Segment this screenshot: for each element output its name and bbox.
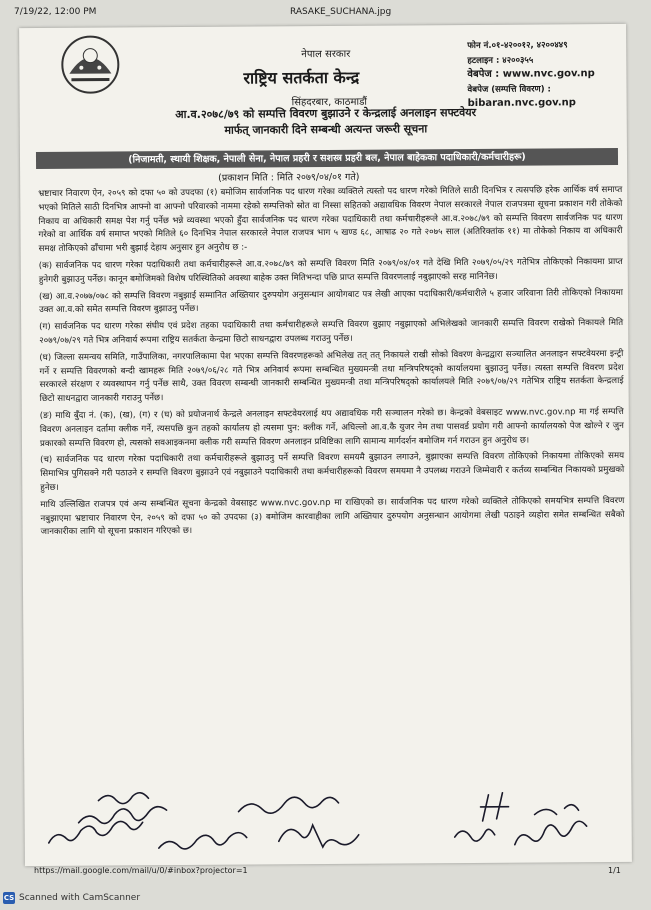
website: वेबपेज : www.nvc.gov.np — [467, 68, 595, 81]
closing-paragraph: माथि उल्लिखित राजपत्र एवं अन्य सम्बन्धित सूचना केन्द्रको वेबसाइट www.nvc.gov.np मा राखिएको छ। सार्वजनिक पद धारण गरेको व्यक्तिले तोकिएको समयभित्र सम्पत्ति विवरण नबुझाएमा भ्रष्टाचार निवारण ऐन, २०५९ को दफा ५० को उपदफा (३) बमोजिम कारवाहीका लागि अख्तियार दुरुपयोग अनुसन्धान आयोगमा लेखी पठाइने व्यहोरा समेत सम्बन्धित सबैको जानकारीका लागि यो सूचना प्रकाशन गरिएको छ। — [40, 495, 625, 538]
hotline: हटलाइन : ४२००३५५ — [467, 55, 534, 66]
applicability-banner: (निजामती, स्थायी शिक्षक, नेपाली सेना, नेपाल प्रहरी र सशस्त्र प्रहरी बल, नेपाल बाहेकका पदाधिकारी/कर्मचारीहरू) — [36, 148, 618, 169]
scanner-watermark-text: Scanned with CamScanner — [19, 893, 141, 903]
notice-title-line1: आ.व.२०७८/७९ को सम्पत्ति विवरण बुझाउने र केन्द्रलाई अनलाइन सफ्टवेयर — [175, 105, 477, 122]
item-ga: (ग) सार्वजनिक पद धारण गरेका संघीय एवं प्रदेश तहका पदाधिकारी तथा कर्मचारीहरूले सम्पत्ति विवरण बुझाए नबुझाएको अभिलेखको जानकारी सम्पत्ति विवरण राखेको निकायले मिति २०७९/०७/२९ गते भित्र अनिवार्य रूपमा राष्ट्रिय सतर्कता केन्द्रमा छिटो साधनद्वारा उपलब्ध गराउनु पर्नेछ। — [39, 318, 624, 346]
print-datetime: 7/19/22, 12:00 PM — [14, 7, 97, 17]
page-counter: 1/1 — [608, 866, 621, 875]
notice-document — [19, 24, 632, 866]
item-gha: (घ) जिल्ला समन्वय समिति, गाउँपालिका, नगरपालिकामा पेश भएका सम्पत्ति विवरणहरूको अभिलेख तत् तत् निकायले राखी सोको विवरण केन्द्रद्वारा सञ्चालित अनलाइन सफ्टवेयरमा इन्ट्री गर्ने र सम्पत्ति विवरणको बन्दी खामहरू मिति २०७९/०६/२८ गते भित्र अनिवार्य रूपमा सम्बन्धित मुख्यमन्त्री तथा मन्त्रिपरिषद्को कार्यालयमा बुझाउनु पर्नेछ। त्यस्ता सम्पत्ति विवरण प्रदेश सरकारले संरक्षण र व्यवस्थापन गर्नु पर्नेछ साथै, उक्त विवरण सम्बन्धी जानकारी सम्बन्धित मुख्यमन्त्री तथा मन्त्रिपरिषद्को कार्यालयले मिति २०७९/०७/२९ गतेभित्र राष्ट्रिय सतर्कता केन्द्रलाई छिटो साधनद्वारा जानकारी गराउनु पर्नेछ। — [39, 348, 624, 405]
camscanner-logo-icon: CS — [3, 894, 15, 902]
print-file-title: RASAKE_SUCHANA.jpg — [290, 7, 392, 17]
organization-name: राष्ट्रिय सतर्कता केन्द्र — [243, 67, 360, 88]
organization-address: सिंहदरबार, काठमाडौं — [291, 96, 368, 109]
contact-block — [467, 38, 595, 111]
publish-date: (प्रकाशन मिति : मिति २०७९/०४/०१ गते) — [218, 171, 360, 184]
notice-title — [116, 105, 536, 140]
item-ka: (क) सार्वजनिक पद धारण गरेका पदाधिकारी तथा कर्मचारीहरूले आ.व.२०७८/७९ को सम्पत्ति विवरण मिति २०७९/०४/०१ गते देखि मिति २०७९/०५/२९ गतेभित्र तोकिएको निकायमा प्राप्त हुनेगरी बुझाउनु पर्नेछ। कानून बमोजिमको विशेष परिस्थितिको अवस्था बाहेक उक्त मितिभन्दा पछि प्राप्त सम्पत्ति विवरणलाई नबुझाएको सरह मानिनेछ। — [38, 256, 623, 285]
handwritten-notes — [38, 780, 399, 861]
scanner-watermark — [3, 892, 140, 904]
asset-portal-label: वेबपेज (सम्पत्ति विवरण) : — [467, 83, 551, 95]
intro-paragraph: भ्रष्टाचार निवारण ऐन, २०५९ को दफा ५० को उपदफा (१) बमोजिम सार्वजनिक पद धारण गरेका व्यक्तिले त्यस्तो पद धारण गरेको मितिले साठी दिनभित्र र त्यसपछि हरेक आर्थिक वर्ष समाप्त भएको मितिले साठी दिनभित्र आफ्नो वा आफ्नो परिवारको नाममा रहेको सम्पत्तिको स्रोत वा निस्सा सहितको अद्यावधिक विवरण नेपाल सरकारले नेपाल राजपत्रमा सूचना प्रकाशन गरी तोकेको निकाय वा अधिकारी समक्ष पेश गर्नु पर्नेछ भन्ने व्यवस्था भएको हुँदा सार्वजनिक पद धारण गरेका पदाधिकारी तथा कर्मचारीहरूले आ.व.२०७८/७९ को सम्पत्ति विवरण सार्वजनिक पद धारण गरेको वा आर्थिक वर्ष समाप्त भएको मितिले ६० दिनभित्र नेपाल सरकारले नेपाल राजपत्र भाग ५ खण्ड ६८, आषाढ २० गते २०७५ साल (अतिरिक्तांक ११) मा तोकेको निकाय वा अधिकारी समक्ष तोकिएको ढाँचामा भरी बुझाई देहाय अनुसार हुन अनुरोध छ :- — [38, 184, 623, 255]
handwritten-registration-number — [444, 784, 605, 865]
notice-body — [38, 184, 624, 543]
phone-numbers: फोन नं.०१-४२००१२, ४२००४४९ — [467, 40, 568, 52]
asset-portal-url: bibaran.nvc.gov.np — [467, 97, 576, 109]
print-header — [0, 4, 651, 20]
item-kha: (ख) आ.व.२०७७/०७८ को सम्पत्ति विवरण नबुझाई सम्मानित अख्तियार दुरुपयोग अनुसन्धान आयोगबाट पत्र लेखी आएका पदाधिकारी/कर्मचारीले ५ हजार जरिवाना तिरी तोकिएको निकायमा उक्त आ.व.को समेत सम्पत्ति विवरण बुझाउनु पर्नेछ। — [38, 287, 623, 316]
item-cha: (च) सार्वजनिक पद धारण गरेका पदाधिकारी तथा कर्मचारीहरूले बुझाउनु पर्ने सम्पत्ति विवरण समयमै बुझाउन लगाउने, बुझाएका सम्पत्ति विवरण तोकिएको निकायमा तोकिएको समय सिमाभित्र पुगिसक्ने गरी पठाउने र सम्पत्ति विवरण बुझाउने एवं नबुझाउने पदाधिकारी तथा कर्मचारीहरूको विवरण समयमा नै उपलब्ध गराउने जिम्मेवारी र कर्तव्य सम्बन्धित निकायको प्रमुखको हुनेछ। — [40, 451, 625, 493]
footer-url[interactable]: https://mail.google.com/mail/u/0/#inbox?projector=1 — [34, 866, 248, 875]
item-nga: (ङ) माथि बुँदा नं. (क), (ख), (ग) र (घ) को प्रयोजनार्थ केन्द्रले अनलाइन सफ्टवेयरलाई थप अद्यावधिक गरी सञ्चालन गरेको छ। केन्द्रको वेबसाइट www.nvc.gov.np मा गई सम्पत्ति विवरण अनलाइन दर्तामा क्लीक गर्ने, त्यसपछि कुन तहको कार्यालय हो त्यसमा पुन: क्लीक गर्ने, अघिल्लो आ.व.कै युजर नेम तथा पासवर्ड प्रयोग गरी आफ्नो कार्यालयको पेज खोल्ने र जुन प्रकारको सम्पत्ति विवरण हो, त्यसको सवआइकनमा क्लीक गरी सम्पत्ति विवरण अनलाइन प्रविष्टिका लागि सामान्य मार्गदर्शन बमोजिम गर्न गराउन हुन अनुरोध छ। — [39, 406, 624, 449]
nepal-emblem-icon — [59, 33, 121, 95]
government-name: नेपाल सरकार — [301, 48, 351, 61]
notice-title-line2: मार्फत् जानकारी दिने सम्बन्धी अत्यन्त जरूरी सूचना — [224, 122, 428, 137]
